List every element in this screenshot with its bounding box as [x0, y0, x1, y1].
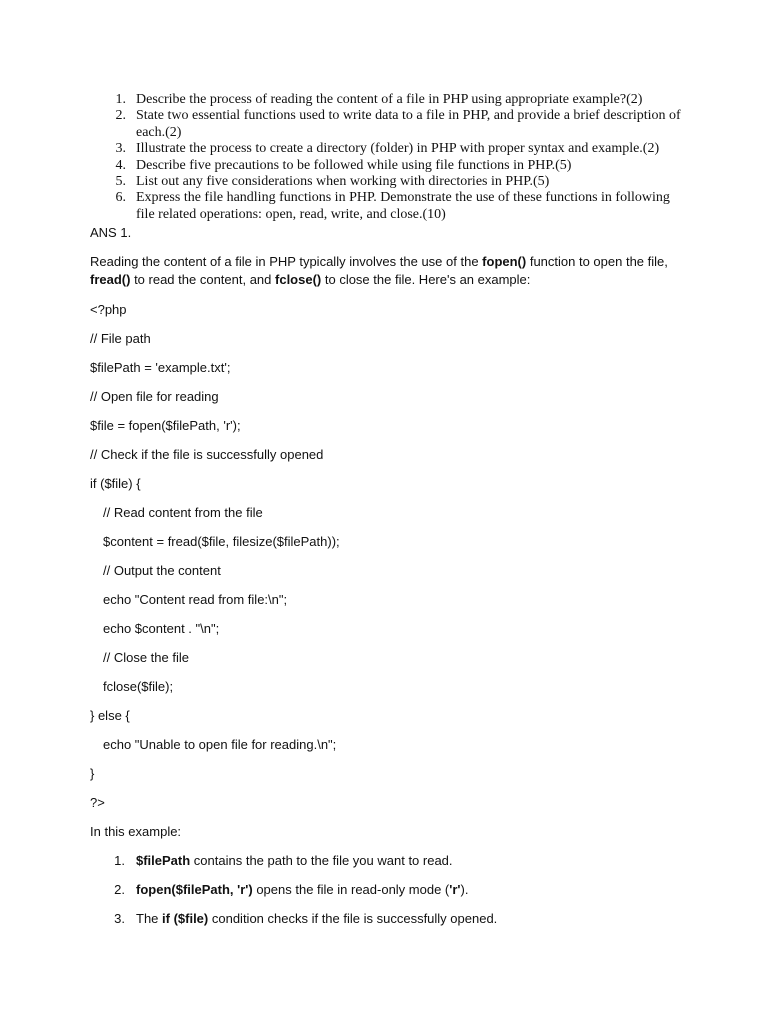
explanation-text: [136, 910, 497, 928]
code-line: // File path: [90, 331, 151, 346]
question-text: Describe the process of reading the content of a file in PHP using appropriate example?(2): [136, 92, 643, 107]
question-item: [90, 190, 688, 223]
question-text: Express the file handling functions in PHP. Demonstrate the use of these functions in following file related operations: open, read, write, and close.(10): [136, 190, 670, 222]
explanation-heading: In this example:: [90, 824, 182, 839]
code-line: // Open file for reading: [90, 389, 219, 404]
question-text: List out any five considerations when working with directories in PHP.(5): [136, 174, 550, 190]
explanation-item: [90, 852, 690, 870]
intro-text: Reading the content of a file in PHP typically involves the use of the: [90, 254, 483, 269]
code-line: $filePath = 'example.txt';: [90, 360, 231, 375]
explanation-plain: condition checks if the file is successfully opened.: [208, 911, 498, 926]
code-line: $content = fread($file, filesize($filePath));: [103, 534, 340, 549]
question-number: 4.: [115, 157, 126, 173]
question-text: Describe five precautions to be followed while using file functions in PHP.(5): [136, 157, 572, 173]
explanation-number: 1.: [114, 853, 125, 868]
question-number: 1.: [115, 92, 126, 107]
intro-paragraph: [90, 253, 680, 289]
code-line: <?php: [90, 302, 127, 317]
explanation-plain: contains the path to the file you want to read.: [190, 853, 453, 868]
code-line: echo "Content read from file:\n";: [103, 592, 288, 607]
explanation-text: [136, 852, 453, 870]
question-list: [90, 92, 688, 223]
code-line: }: [90, 766, 95, 781]
intro-text: function to open the file,: [526, 254, 668, 269]
code-line: // Output the content: [103, 563, 221, 578]
code-line: echo $content . "\n";: [103, 621, 220, 636]
code-line: $file = fopen($filePath, 'r');: [90, 418, 241, 433]
intro-text: to close the file. Here's an example:: [321, 272, 531, 287]
explanation-bold: if ($file): [162, 911, 209, 926]
explanation-bold: 'r': [449, 882, 461, 897]
explanation-plain: ).: [460, 882, 469, 897]
question-text: State two essential functions used to write data to a file in PHP, and provide a brief description of each.(2): [136, 108, 681, 140]
question-item: [90, 174, 688, 190]
code-line: ?>: [90, 795, 105, 810]
intro-bold: fopen(): [482, 254, 527, 269]
code-line: // Check if the file is successfully opened: [90, 447, 324, 462]
code-line: if ($file) {: [90, 476, 141, 491]
explanation-number: 2.: [114, 882, 125, 897]
question-item: [90, 92, 688, 108]
intro-text: to read the content, and: [130, 272, 276, 287]
explanation-text: [136, 881, 468, 899]
question-number: 3.: [115, 141, 126, 157]
question-number: 6.: [115, 190, 126, 206]
question-text: Illustrate the process to create a directory (folder) in PHP with proper syntax and example.(2): [136, 141, 660, 157]
question-item: [90, 158, 688, 174]
question-item: [90, 108, 688, 141]
answer-heading: ANS 1.: [90, 225, 132, 240]
explanation-bold: $filePath: [136, 853, 191, 868]
question-number: 2.: [115, 108, 126, 124]
code-line: echo "Unable to open file for reading.\n";: [103, 737, 337, 752]
explanation-number: 3.: [114, 911, 125, 926]
explanation-item: [90, 910, 690, 928]
intro-bold: fclose(): [275, 272, 322, 287]
explanation-bold: fopen($filePath, 'r'): [136, 882, 253, 897]
code-line: } else {: [90, 708, 130, 723]
explanation-item: [90, 881, 690, 899]
question-number: 5.: [115, 174, 126, 190]
question-item: [90, 141, 688, 157]
code-line: // Close the file: [103, 650, 189, 665]
explanation-plain: opens the file in read-only mode (: [252, 882, 450, 897]
intro-bold: fread(): [90, 272, 131, 287]
code-line: // Read content from the file: [103, 505, 263, 520]
code-line: fclose($file);: [103, 679, 174, 694]
explanation-plain: The: [136, 911, 163, 926]
